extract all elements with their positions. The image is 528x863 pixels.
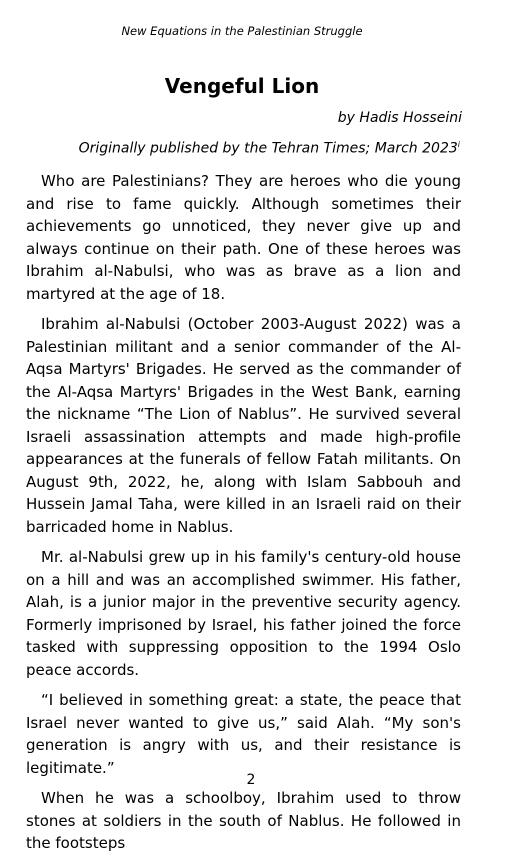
paragraph-5: When he was a schoolboy, Ibrahim used to throw stones at soldiers in the south of Nablus. He followed in the footsteps: [26, 789, 461, 852]
paragraph-1: Who are Palestinians? They are heroes who die young and rise to fame quickly. Although sometimes their achievements go unnoticed, they never give up and always continue on their path. One of these heroes was Ibrahim al-Nabulsi, who was as brave as a lion and martyred at the age of 18.: [26, 172, 461, 303]
paragraph-3: Mr. al-Nabulsi grew up in his family's century-old house on a hill and was an accomplished swimmer. His father, Alah, is a junior major in the preventive security agency. Formerly imprisoned by Israel, his father joined the force tasked with suppressing opposition to the 1994 Oslo peace accords.: [26, 548, 461, 679]
source-note-marker: i: [457, 140, 460, 149]
article-title: Vengeful Lion: [164, 74, 320, 98]
running-header: New Equations in the Palestinian Struggle: [121, 24, 363, 38]
byline: by Hadis Hosseini: [337, 110, 462, 126]
paragraph-4: “I believed in something great: a state, the peace that Israel never wanted to give us,” said Alah. “My son's generation is angry with us, and their resistance is legitimate.”: [26, 691, 461, 777]
paragraph-2: Ibrahim al-Nabulsi (October 2003-August 2022) was a Palestinian militant and a senior commander of the Al-Aqsa Martyrs' Brigades. He served as the commander of the Al-Aqsa Martyrs' Brigades in the West Bank, earning the nickname “The Lion of Nablus”. He survived several Israeli assassination attempts and made high-profile appearances at the funerals of fellow Fatah militants. On August 9th, 2022, he, along with Islam Sabbouh and Hussein Jamal Taha, were killed in an Israeli raid on their barricaded home in Nablus.: [26, 315, 461, 536]
page-number: 2: [246, 772, 256, 788]
article-body: [26, 170, 461, 863]
source-text: Originally published by the Tehran Times; March 2023: [78, 140, 458, 157]
source-line: [79, 140, 460, 157]
